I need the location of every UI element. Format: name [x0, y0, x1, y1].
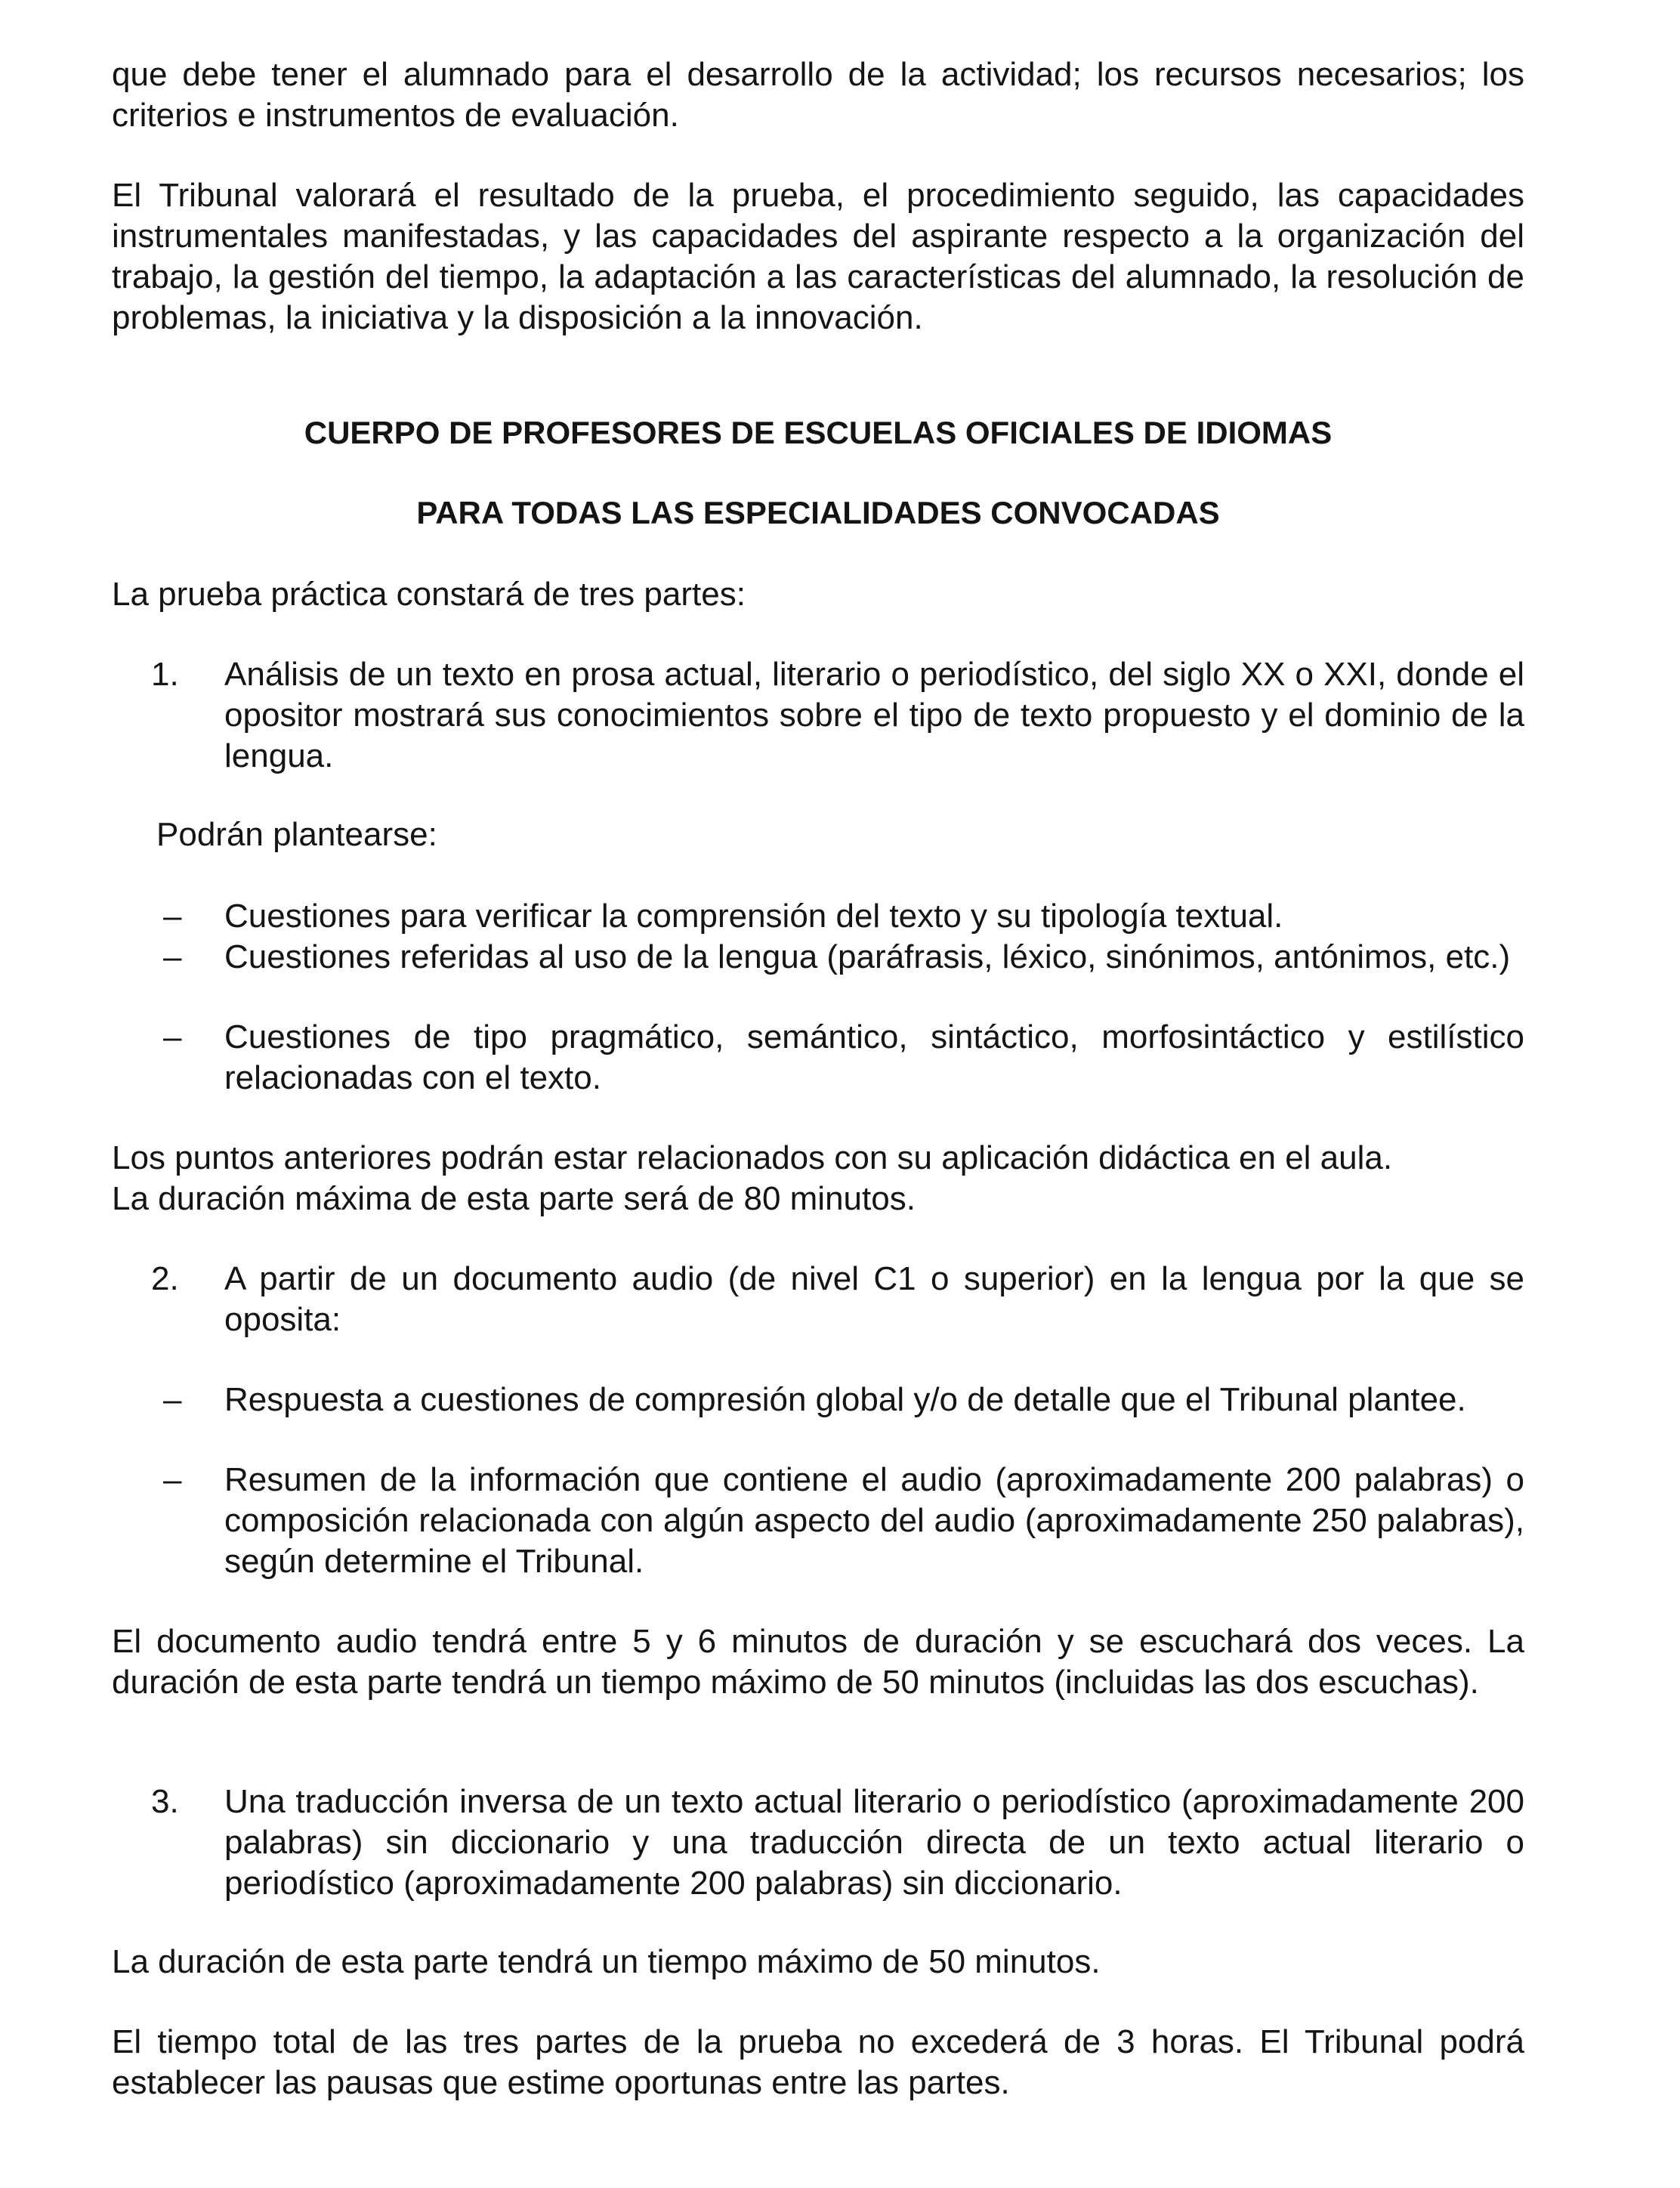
bullet-dash: – — [163, 898, 182, 935]
bullet-dash: – — [163, 1461, 182, 1498]
bullet-dash: – — [163, 1381, 182, 1418]
prueba-intro-text: La prueba práctica constará de tres partes: — [112, 576, 746, 613]
tribunal-valuation-paragraph: El Tribunal valorará el resultado de la prueba, el procedimiento seguido, las capacidades instrumentales manifestadas, y las capacidades del aspirante respecto a la organización del trabajo, la gestión del tiempo, la adaptación a las características del alumnado, la resolución de problemas, la iniciativa y la disposición a la innovación. — [112, 177, 1524, 336]
part2-after-paragraph: El documento audio tendrá entre 5 y 6 minutos de duración y se escuchará dos veces. La duración de esta parte tendrá un tiempo máximo de 50 minutos (incluidas las dos escuchas). — [112, 1623, 1524, 1701]
part2-bullet-1: Respuesta a cuestiones de compresión global y/o de detalle que el Tribunal plantee. — [224, 1381, 1466, 1418]
part1-bullet-2: Cuestiones referidas al uso de la lengua (paráfrasis, léxico, sinónimos, antónimos, etc.) — [224, 938, 1511, 975]
part1-podran-label: Podrán plantearse: — [156, 816, 437, 853]
bullet-dash: – — [163, 938, 182, 975]
part1-duration-line: La duración máxima de esta parte será de 80 minutos. — [112, 1180, 916, 1217]
part1-bullet-1: Cuestiones para verificar la comprensión del texto y su tipología textual. — [224, 898, 1283, 935]
part2-number: 2. — [151, 1260, 179, 1297]
part2-bullet-2: Resumen de la información que contiene el audio (aproximadamente 200 palabras) o composición relacionada con algún aspecto del audio (aproximadamente 250 palabras), según determine el Tribunal. — [224, 1461, 1524, 1580]
intro-continuation-paragraph: que debe tener el alumnado para el desarrollo de la actividad; los recursos necesarios; los criterios e instrumentos de evaluación. — [112, 56, 1524, 134]
part3-duration-line: La duración de esta parte tendrá un tiempo máximo de 50 minutos. — [112, 1943, 1101, 1980]
part2-text: A partir de un documento audio (de nivel C1 o superior) en la lengua por la que se oposita: — [224, 1260, 1524, 1338]
part1-after-line-1: Los puntos anteriores podrán estar relacionados con su aplicación didáctica en el aula. — [112, 1139, 1393, 1176]
section-heading-especialidades: PARA TODAS LAS ESPECIALIDADES CONVOCADAS — [416, 495, 1220, 530]
part1-text: Análisis de un texto en prosa actual, literario o periodístico, del siglo XX o XXI, donde el opositor mostrará sus conocimientos sobre el tipo de texto propuesto y el dominio de la lengua. — [224, 656, 1524, 774]
closing-paragraph: El tiempo total de las tres partes de la prueba no excederá de 3 horas. El Tribunal podrá establecer las pausas que estime oportunas entre las partes. — [112, 2023, 1524, 2101]
part1-bullet-3: Cuestiones de tipo pragmático, semántico, sintáctico, morfosintáctico y estilístico relacionadas con el texto. — [224, 1018, 1524, 1096]
part3-number: 3. — [151, 1783, 179, 1820]
part3-text: Una traducción inversa de un texto actual literario o periodístico (aproximadamente 200 palabras) sin diccionario y una traducción directa de un texto actual literario o periodístico (aproximadamente 200 palabras) sin diccionario. — [224, 1783, 1524, 1902]
bullet-dash: – — [163, 1018, 182, 1055]
section-heading-cuerpo: CUERPO DE PROFESORES DE ESCUELAS OFICIALES DE IDIOMAS — [304, 415, 1333, 450]
part1-number: 1. — [151, 656, 179, 693]
